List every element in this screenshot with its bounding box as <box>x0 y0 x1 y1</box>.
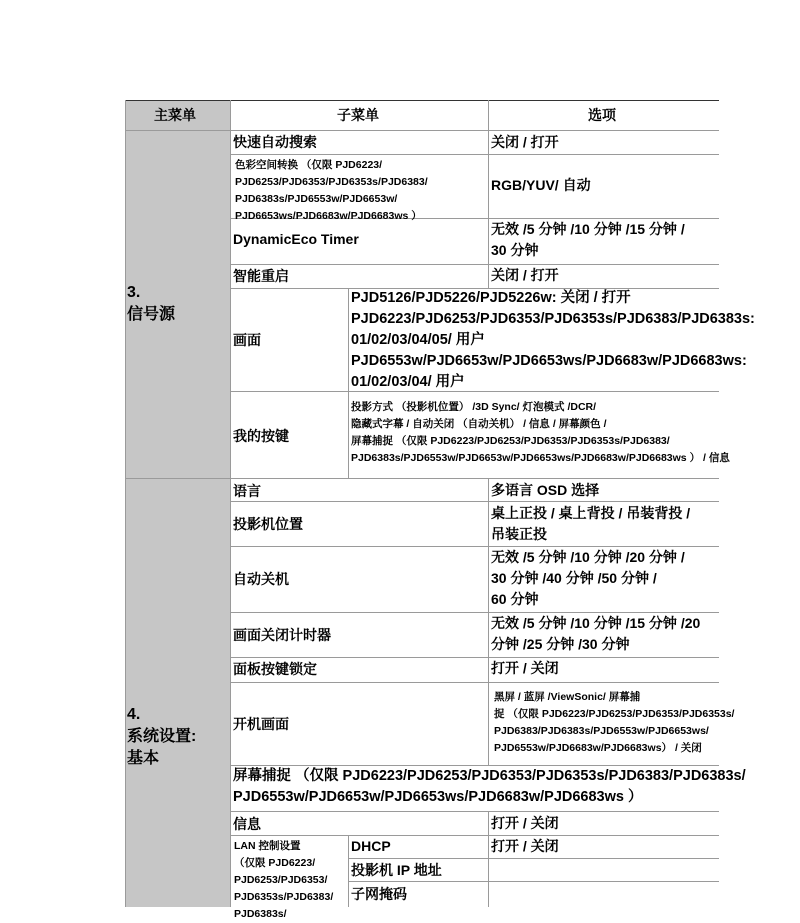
sub-subnet-mask: 子网掩码 <box>351 886 407 902</box>
sub-dhcp: DHCP <box>351 838 391 854</box>
header-sub-menu: 子菜单 <box>337 107 379 123</box>
opt-dhcp: 打开 / 关闭 <box>491 838 559 854</box>
sub-auto-power-off: 自动关机 <box>233 571 289 587</box>
sub-dynamiceco-timer: DynamicEco Timer <box>233 231 359 247</box>
sub-lan-control: LAN 控制设置 （仅限 PJD6223/ PJD6253/PJD6353/ PJD6353s/PJD6383/ PJD6383s/ <box>234 840 334 920</box>
opt-dynamiceco-timer: 无效 /5 分钟 /10 分钟 /15 分钟 / 30 分钟 <box>491 221 685 258</box>
section-4-label-bg <box>126 479 230 907</box>
opt-information: 打开 / 关闭 <box>491 815 559 831</box>
opt-blank-timer: 无效 /5 分钟 /10 分钟 /15 分钟 /20 分钟 /25 分钟 /30 分钟 <box>491 615 701 652</box>
sub-projector-ip: 投影机 IP 地址 <box>351 862 442 878</box>
opt-picture: PJD5126/PJD5226/PJD5226w: 关闭 / 打开 PJD6223/PJD6253/PJD6353/PJD6353s/PJD6383/PJD6383s: 01/02/03/04/05/ 用户 PJD6553w/PJD6653w/PJD6653ws/PJD6683w/PJD6683ws: 01/02/03/04/ 用户 <box>351 290 755 390</box>
opt-splash-screen: 黑屏 / 蓝屏 /ViewSonic/ 屏幕捕 捉 （仅限 PJD6223/PJD6253/PJD6353/PJD6353s/ PJD6383/PJD6383s/PJD6553w/PJD6653ws/ PJD6553w/PJD6683w/PJD6683ws） / 关闭 <box>494 691 735 754</box>
opt-panel-key-lock: 打开 / 关闭 <box>491 660 559 676</box>
header-main-menu: 主菜单 <box>154 107 196 123</box>
opt-quick-auto-search: 关闭 / 打开 <box>491 134 559 150</box>
sub-picture: 画面 <box>233 332 261 348</box>
sub-color-space: 色彩空间转换 （仅限 PJD6223/ PJD6253/PJD6353/PJD6353s/PJD6383/ PJD6383s/PJD6553w/PJD6653w/ PJD6653ws/PJD6683w/PJD6683ws ） <box>235 159 428 222</box>
sub-panel-key-lock: 面板按键锁定 <box>233 661 317 677</box>
sub-projector-position: 投影机位置 <box>233 516 303 532</box>
sub-smart-restart: 智能重启 <box>233 268 289 284</box>
sub-my-button: 我的按键 <box>233 428 289 444</box>
sub-quick-auto-search: 快速自动搜索 <box>233 134 317 150</box>
opt-projector-position: 桌上正投 / 桌上背投 / 吊装背投 / 吊装正投 <box>491 505 691 542</box>
sub-blank-timer: 画面关闭计时器 <box>233 627 331 643</box>
sub-screen-capture: 屏幕捕捉 （仅限 PJD6223/PJD6253/PJD6353/PJD6353s/PJD6383/PJD6383s/ PJD6553w/PJD6653w/PJD6653ws/PJD6683w/PJD6683ws ） <box>233 768 746 805</box>
sub-splash-screen: 开机画面 <box>233 716 289 732</box>
section-4-label: 4. 系统设置: 基本 <box>127 706 197 767</box>
sub-information: 信息 <box>233 816 261 832</box>
opt-color-space: RGB/YUV/ 自动 <box>491 177 591 193</box>
opt-auto-power-off: 无效 /5 分钟 /10 分钟 /20 分钟 / 30 分钟 /40 分钟 /50 分钟 / 60 分钟 <box>491 549 685 607</box>
opt-my-button: 投影方式 （投影机位置） /3D Sync/ 灯泡模式 /DCR/ 隐藏式字幕 / 自动关闭 （自动关机） / 信息 / 屏幕颜色 / 屏幕捕捉 （仅限 PJD6223/PJD6253/PJD6353/PJD6353s/PJD6383/ PJD6383s/PJD6553w/PJD6653w/PJD6653ws/PJD6683w/PJD6683ws ） / 信息 <box>351 401 730 464</box>
section-3-label: 3. 信号源 <box>127 284 176 323</box>
sub-language: 语言 <box>233 483 261 499</box>
header-options: 选项 <box>588 107 616 123</box>
opt-language: 多语言 OSD 选择 <box>491 482 600 498</box>
opt-smart-restart: 关闭 / 打开 <box>491 267 559 283</box>
